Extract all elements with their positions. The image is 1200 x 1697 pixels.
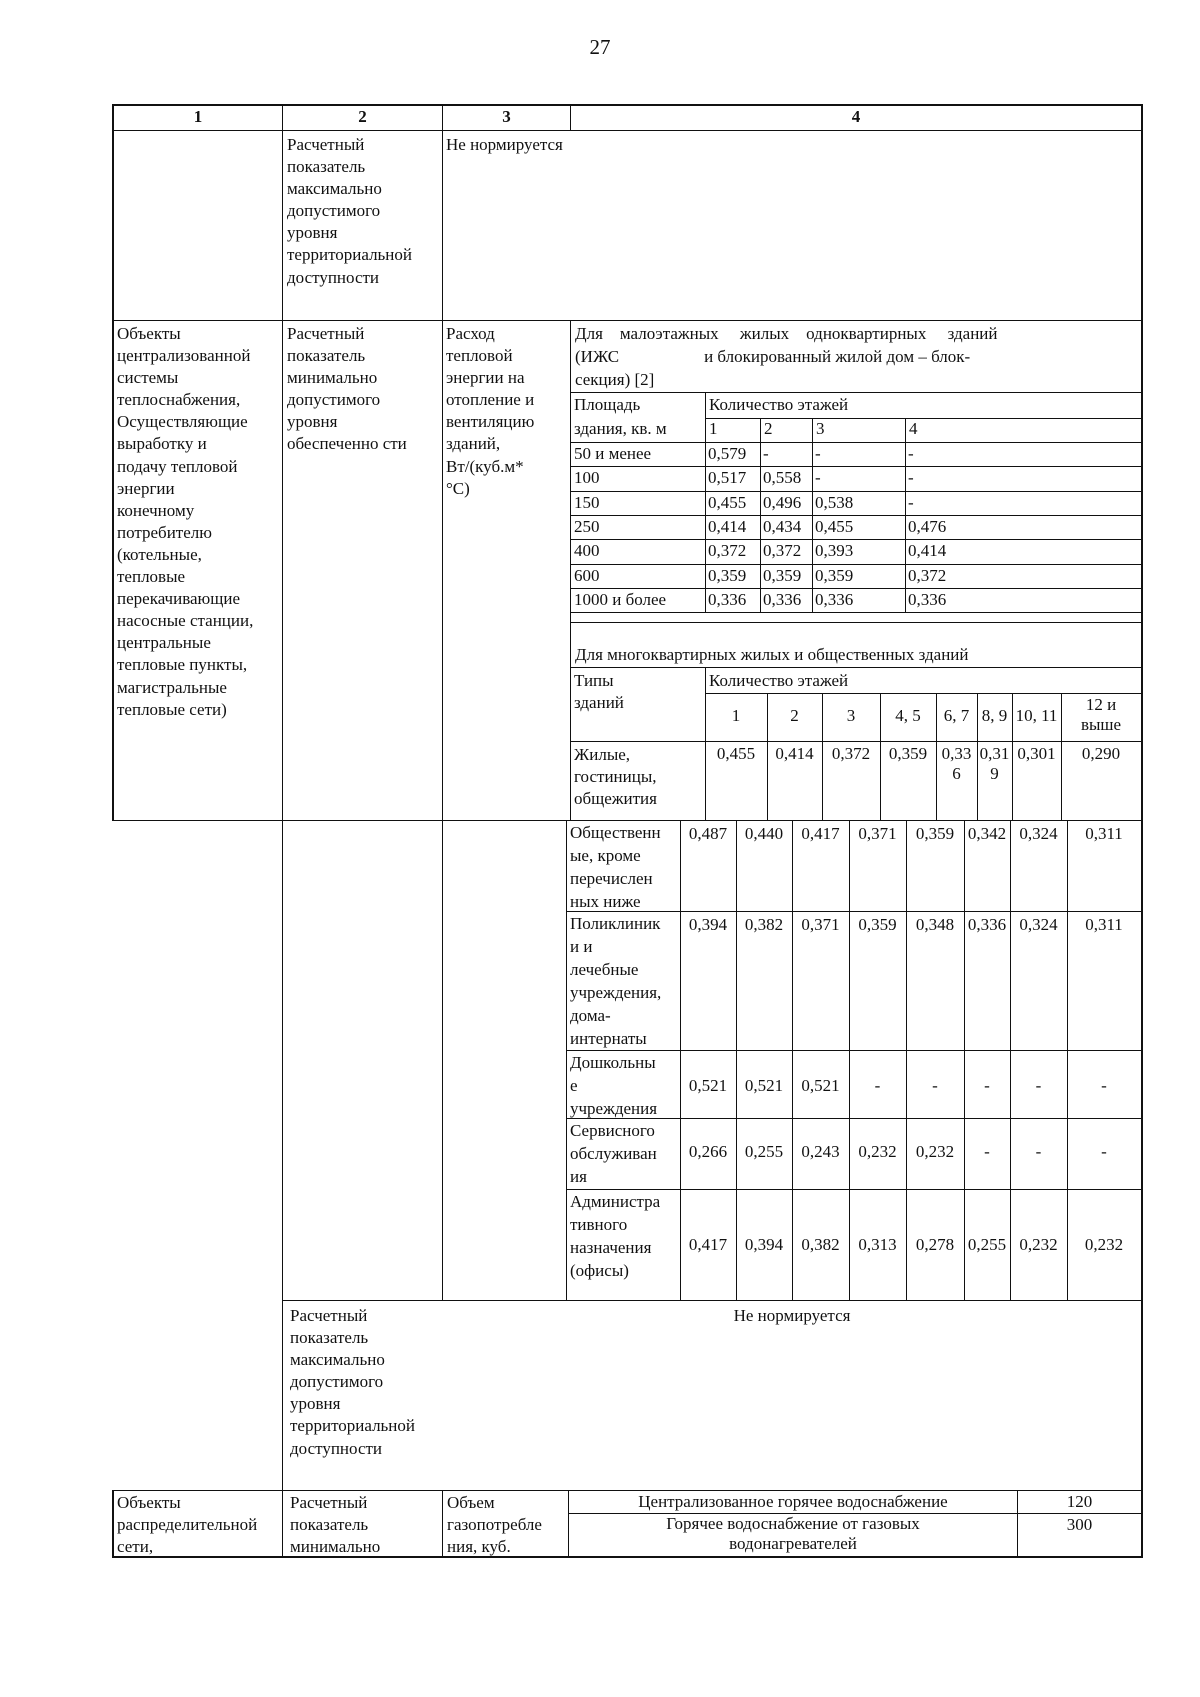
izhs-value: 0,455 bbox=[815, 516, 854, 536]
hline-row-a bbox=[112, 320, 1143, 321]
public-row-value: 0,440 bbox=[744, 824, 784, 843]
header-bottom bbox=[112, 130, 1143, 131]
border-right bbox=[1141, 104, 1143, 1558]
hline-row-c bbox=[282, 1300, 1143, 1301]
izhs-value: 0,579 bbox=[708, 444, 747, 463]
vline-c2b bbox=[442, 1490, 443, 1558]
row-a-indicator: Расчетный показатель максимально допустимого уровня территориальной доступности bbox=[287, 135, 413, 287]
page-number: 27 bbox=[589, 35, 611, 59]
row-b-indicator: Расчетный показатель минимально допустимого уровня обеспеченно сти bbox=[287, 324, 407, 454]
public-row-value: 0,371 bbox=[801, 915, 840, 934]
multi-floor-header: 12 и выше bbox=[1080, 695, 1122, 734]
izhs-value: 0,336 bbox=[763, 589, 802, 609]
public-row-value: 0,324 bbox=[1019, 824, 1058, 843]
multi-floor-header: 3 bbox=[846, 706, 856, 725]
izhs-area: 250 bbox=[574, 516, 600, 536]
gas-item-1-label: Централизованное горячее водоснабжение bbox=[638, 1492, 948, 1511]
public-row-label: Дошкольны е учреждения bbox=[570, 1053, 658, 1118]
izhs-floor-header: 3 bbox=[816, 419, 825, 438]
gas-item-2-label: Горячее водоснабжение от газовых водонагревателей bbox=[666, 1514, 920, 1553]
izhs-value: 0,434 bbox=[763, 516, 802, 536]
row-e-object: Объекты распределительной сети, bbox=[117, 1493, 258, 1557]
public-row-value: 0,313 bbox=[858, 1235, 897, 1254]
izhs-title-1: Для малоэтажных жилых одноквартирных зданий bbox=[575, 324, 998, 343]
izhs-value: 0,496 bbox=[763, 492, 802, 512]
row-e-indicator: Расчетный показатель минимально bbox=[290, 1493, 381, 1557]
pub-hline bbox=[566, 1189, 1142, 1190]
public-row-value: 0,487 bbox=[688, 824, 728, 843]
public-row-value: 0,311 bbox=[1085, 824, 1123, 843]
residential-value: 0,33 6 bbox=[941, 744, 972, 784]
multi-hline-3 bbox=[570, 741, 1142, 742]
pub-vline bbox=[792, 820, 793, 1300]
public-row-value: 0,278 bbox=[915, 1235, 955, 1254]
izhs-value: 0,359 bbox=[763, 565, 802, 585]
izhs-hline bbox=[570, 515, 1142, 516]
public-row-label: Поликлиник и и лечебные учреждения, дома- интернаты bbox=[570, 914, 662, 1048]
row-d-value: Не нормируется bbox=[733, 1306, 851, 1325]
header-col-4: 4 bbox=[851, 107, 861, 126]
izhs-hline bbox=[570, 564, 1142, 565]
izhs-value: - bbox=[763, 444, 769, 463]
public-row-value: 0,342 bbox=[967, 824, 1007, 843]
public-row-label: Общественн ые, кроме перечислен ных ниже bbox=[570, 823, 661, 911]
izhs-hline bbox=[570, 491, 1142, 492]
izhs-value: 0,476 bbox=[908, 516, 947, 536]
public-row-value: 0,255 bbox=[967, 1235, 1007, 1254]
public-row-label: Администра тивного назначения (офисы) bbox=[570, 1192, 661, 1280]
public-row-value: 0,266 bbox=[688, 1142, 728, 1161]
pub-vline bbox=[680, 820, 681, 1300]
izhs-title-2: (ИЖС и блокированный жилой дом – блок- bbox=[575, 347, 971, 366]
header-col-3: 3 bbox=[502, 107, 511, 126]
izhs-area: 400 bbox=[574, 541, 600, 561]
izhs-value: - bbox=[908, 468, 914, 488]
gas-item-2-value: 300 bbox=[1066, 1515, 1093, 1534]
izhs-floor-header: 2 bbox=[764, 419, 773, 438]
multi-floor-header: 6, 7 bbox=[943, 706, 970, 725]
vline-c2 bbox=[442, 104, 443, 1300]
multi-types-label: Типы зданий bbox=[574, 671, 624, 713]
public-row-value: 0,311 bbox=[1085, 915, 1123, 934]
public-row-value: 0,417 bbox=[801, 824, 840, 843]
izhs-floor-header: 4 bbox=[909, 419, 918, 438]
public-row-value: - bbox=[1035, 1142, 1042, 1161]
izhs-hline bbox=[570, 442, 1142, 443]
multi-floor-header: 8, 9 bbox=[981, 706, 1008, 725]
izhs-value: 0,558 bbox=[763, 468, 802, 488]
pub-vline-left bbox=[566, 820, 567, 1300]
izhs-floors-label: Количество этажей bbox=[709, 395, 849, 414]
izhs-value: - bbox=[815, 444, 821, 463]
public-row-value: 0,359 bbox=[858, 915, 897, 934]
public-row-value: - bbox=[932, 1076, 938, 1095]
multi-floor-header: 10, 11 bbox=[1015, 706, 1058, 725]
public-row-value: - bbox=[1035, 1076, 1042, 1095]
izhs-value: - bbox=[908, 444, 914, 463]
gas-item-1-value: 120 bbox=[1066, 1492, 1093, 1511]
pub-vline bbox=[1010, 820, 1011, 1300]
multi-floor-header: 2 bbox=[790, 706, 799, 725]
izhs-value: 0,538 bbox=[815, 492, 854, 512]
izhs-value: 0,393 bbox=[815, 541, 854, 561]
izhs-area: 50 и менее bbox=[574, 444, 652, 463]
izhs-hline bbox=[570, 539, 1142, 540]
public-row-value: 0,394 bbox=[744, 1235, 784, 1254]
pub-vline bbox=[736, 820, 737, 1300]
residential-value: 0,290 bbox=[1081, 744, 1121, 763]
izhs-value: - bbox=[908, 492, 914, 512]
pub-vline bbox=[849, 820, 850, 1300]
row-b-measure: Расход тепловой энергии на отопление и вентиляцию зданий, Вт/(куб.м* °С) bbox=[446, 324, 535, 498]
multi-hline-2 bbox=[705, 693, 1142, 694]
pub-vline bbox=[964, 820, 965, 1300]
multi-title: Для многоквартирных жилых и общественных зданий bbox=[575, 645, 969, 664]
izhs-hline bbox=[570, 466, 1142, 467]
izhs-value: 0,372 bbox=[908, 565, 947, 585]
izhs-value: 0,372 bbox=[763, 541, 802, 561]
row-a-value: Не нормируется bbox=[446, 135, 563, 154]
public-row-value: 0,348 bbox=[915, 915, 955, 934]
border-left-2 bbox=[112, 1490, 114, 1558]
izhs-value: 0,359 bbox=[708, 565, 747, 585]
public-row-value: 0,232 bbox=[858, 1142, 897, 1161]
public-row-value: 0,324 bbox=[1019, 915, 1058, 934]
izhs-value: 0,517 bbox=[708, 468, 747, 488]
public-row-value: 0,255 bbox=[744, 1142, 784, 1161]
izhs-area: 100 bbox=[574, 468, 600, 488]
multi-floor-header: 4, 5 bbox=[895, 706, 921, 725]
izhs-vline bbox=[1141, 392, 1142, 612]
public-row-value: 0,232 bbox=[915, 1142, 955, 1161]
public-row-value: - bbox=[874, 1076, 881, 1095]
public-row-value: - bbox=[1101, 1076, 1107, 1095]
header-col-2: 2 bbox=[358, 107, 367, 126]
border-left-1 bbox=[112, 104, 114, 821]
public-row-value: 0,521 bbox=[688, 1076, 728, 1095]
public-row-value: 0,243 bbox=[801, 1142, 840, 1161]
residential-value: 0,455 bbox=[716, 744, 756, 763]
public-row-value: 0,371 bbox=[858, 824, 897, 843]
multi-floors-label: Количество этажей bbox=[709, 671, 849, 690]
izhs-area: 600 bbox=[574, 565, 600, 585]
izhs-vline bbox=[570, 392, 571, 612]
multi-hline-1 bbox=[570, 667, 1142, 668]
izhs-value: 0,372 bbox=[708, 541, 747, 561]
hline-row-b bbox=[112, 820, 1143, 821]
public-row-value: 0,417 bbox=[688, 1235, 728, 1254]
row-d-indicator: Расчетный показатель максимально допустимого уровня территориальной доступности bbox=[290, 1306, 416, 1458]
izhs-area-label-1: Площадь bbox=[574, 395, 641, 414]
izhs-floor-header: 1 bbox=[709, 419, 718, 438]
public-row-value: 0,232 bbox=[1084, 1235, 1124, 1254]
public-row-value: 0,521 bbox=[801, 1076, 840, 1095]
izhs-vline bbox=[705, 392, 706, 612]
public-row-value: 0,382 bbox=[801, 1235, 840, 1254]
public-row-value: 0,521 bbox=[744, 1076, 784, 1095]
izhs-value: 0,336 bbox=[815, 589, 854, 609]
residential-value: 0,301 bbox=[1017, 744, 1056, 763]
izhs-value: 0,359 bbox=[815, 565, 854, 585]
izhs-hline bbox=[570, 612, 1142, 613]
public-row-value: - bbox=[984, 1142, 990, 1161]
residential-label: Жилые, гостиницы, общежития bbox=[574, 745, 657, 809]
izhs-area: 150 bbox=[574, 492, 600, 512]
residential-value: 0,31 9 bbox=[979, 744, 1010, 784]
izhs-value: 0,336 bbox=[908, 589, 947, 609]
public-row-value: 0,394 bbox=[688, 915, 728, 934]
public-row-value: 0,359 bbox=[915, 824, 955, 843]
izhs-title-3: секция) [2] bbox=[575, 370, 655, 389]
izhs-value: - bbox=[815, 468, 821, 488]
izhs-value: 0,455 bbox=[708, 492, 747, 512]
vline-c1 bbox=[282, 104, 283, 1558]
pub-vline bbox=[906, 820, 907, 1300]
public-row-value: - bbox=[1101, 1142, 1107, 1161]
izhs-value: 0,336 bbox=[708, 589, 747, 609]
residential-value: 0,414 bbox=[775, 744, 814, 763]
residential-value: 0,359 bbox=[888, 744, 928, 763]
public-row-label: Сервисного обслуживан ия bbox=[570, 1121, 657, 1186]
izhs-value: 0,414 bbox=[708, 516, 747, 536]
pub-vline bbox=[1067, 820, 1068, 1300]
izhs-area-label-2: здания, кв. м bbox=[574, 419, 667, 438]
izhs-area: 1000 и более bbox=[574, 589, 667, 609]
row-e-measure: Объем газопотребле ния, куб. bbox=[447, 1493, 542, 1557]
izhs-value: 0,414 bbox=[908, 541, 947, 561]
public-row-value: 0,336 bbox=[967, 915, 1007, 934]
residential-value: 0,372 bbox=[831, 744, 871, 763]
row-b-object: Объекты централизованной системы теплоснабжения, Осуществляющие выработку и подачу тепловой энергии конечному потребителю (котельные, тепловые перекачивающие насосные станции, центральные тепловые пункты, магистральные тепловые сети) bbox=[117, 324, 254, 719]
header-col-1: 1 bbox=[193, 107, 203, 126]
multi-floor-header: 1 bbox=[731, 706, 741, 725]
multi-hline-0 bbox=[570, 622, 1142, 623]
izhs-hline-0 bbox=[570, 392, 1142, 393]
public-row-value: 0,232 bbox=[1019, 1235, 1058, 1254]
public-row-value: - bbox=[984, 1076, 990, 1095]
public-row-value: 0,382 bbox=[744, 915, 784, 934]
